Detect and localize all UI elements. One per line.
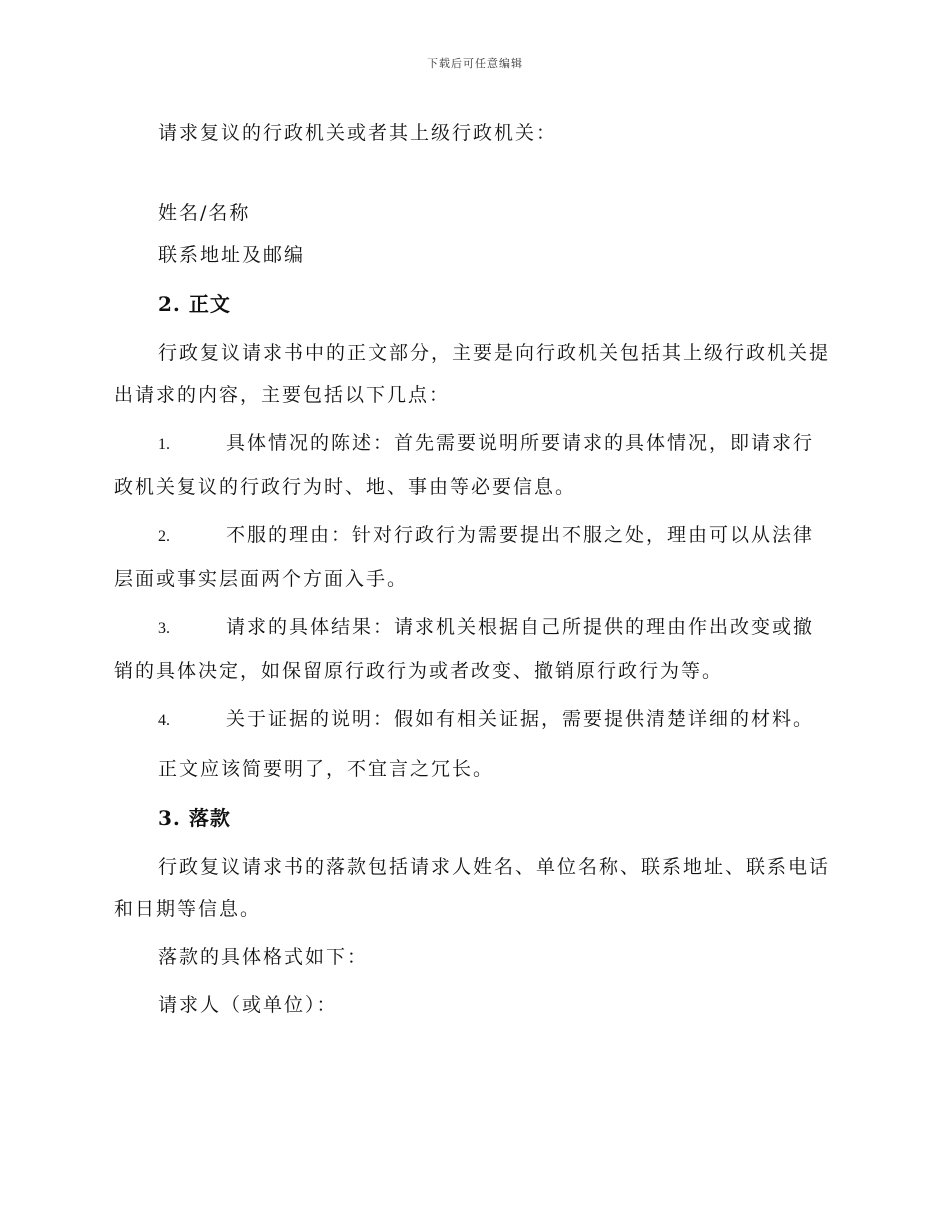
section2-closing: 正文应该简要明了，不宜言之冗长。 [158,758,495,780]
section2-paragraph: 行政复议请求书中的正文部分，主要是向行政机关包括其上级行政机关提出请求的内容，主要包括以下几点： [114,342,831,406]
list-item-1 [114,422,834,508]
list-item-number: 3. [158,620,170,637]
list-item-number: 2. [158,528,170,545]
section3-paragraph: 行政复议请求书的落款包括请求人姓名、单位名称、联系地址、联系电话和日期等信息。 [114,856,831,920]
intro-line-name: 姓名/名称 [158,202,251,224]
list-item-4 [114,698,834,742]
page-header-note: 下载后可任意编辑 [427,57,523,70]
section3-requester-line: 请求人（或单位）： [158,994,338,1016]
intro-line-authority: 请求复议的行政机关或者其上级行政机关： [158,122,558,144]
list-item-number: 4. [158,712,170,729]
list-item-3 [114,606,834,692]
list-item-text: 具体情况的陈述：首先需要说明所要请求的具体情况，即请求行政机关复议的行政行为时、地、事由等必要信息。 [114,432,815,498]
list-item-text: 关于证据的说明：假如有相关证据，需要提供清楚详细的材料。 [226,708,815,730]
list-item-2 [114,514,834,600]
section-heading-signature: 3. 落款 [158,806,231,830]
document-body [114,112,834,1026]
list-item-number: 1. [158,436,170,453]
list-item-text: 请求的具体结果：请求机关根据自己所提供的理由作出改变或撤销的具体决定，如保留原行政行为或者改变、撤销原行政行为等。 [114,616,815,682]
section-heading-body: 2. 正文 [158,292,231,316]
section3-format-line: 落款的具体格式如下： [158,946,369,968]
intro-line-address: 联系地址及邮编 [158,244,306,266]
spacer [114,154,834,192]
list-item-text: 不服的理由：针对行政行为需要提出不服之处，理由可以从法律层面或事实层面两个方面入手。 [114,524,815,590]
